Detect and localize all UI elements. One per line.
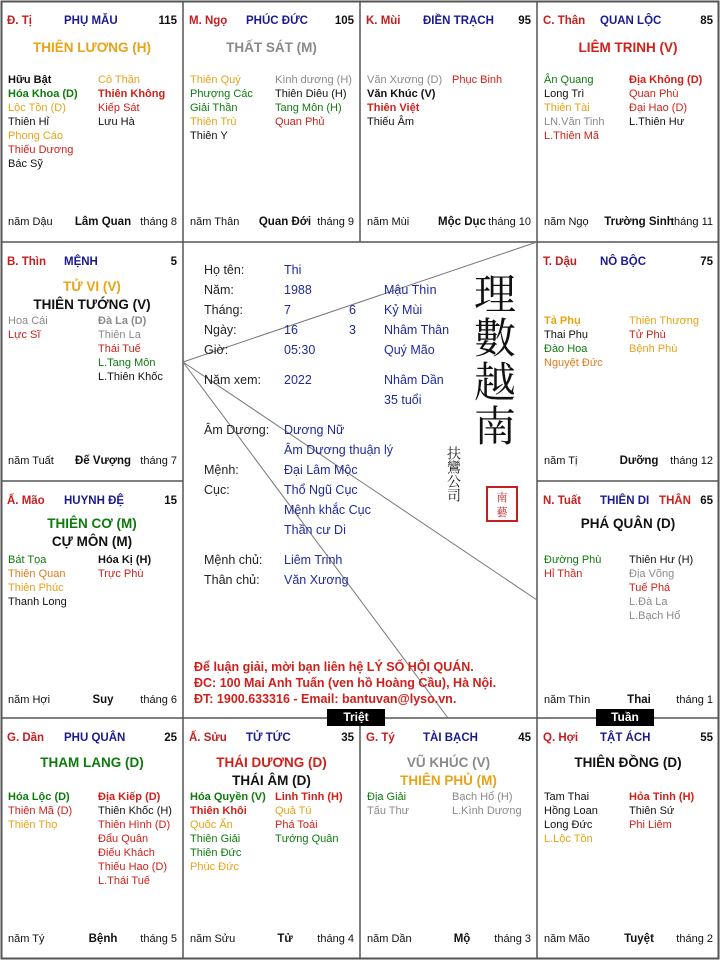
main-star: THÁI ÂM (D) — [232, 773, 311, 788]
right-stars — [452, 73, 502, 87]
minor-star: Thiên Việt — [367, 102, 420, 114]
palace-branch: G. Dần — [7, 732, 45, 744]
palace-name: PHỤ MẪU — [64, 15, 118, 27]
palace-mao — [1, 481, 183, 718]
minor-star: Long Trì — [544, 88, 585, 100]
palace-number: 55 — [700, 732, 713, 744]
main-stars — [537, 515, 719, 533]
palace-name: TẬT ÁCH — [600, 732, 651, 744]
palace-year: năm Sửu — [190, 933, 236, 945]
year-label: Năm: — [204, 283, 234, 297]
minor-star: Thiên Hình (D) — [98, 819, 171, 831]
contact-line-1: Để luận giải, mời bạn liên hệ LÝ SỐ HỘI QUÁN. — [194, 660, 474, 674]
menh-label: Mệnh: — [204, 463, 239, 477]
contact-phone-email: ĐT: 1900.633316 - Email: bantuvan@lyso.vn. — [194, 692, 457, 706]
minor-star: Phong Cáo — [8, 130, 64, 142]
palace-ti — [1, 1, 183, 242]
palace-branch: B. Thìn — [7, 256, 46, 268]
minor-star: Giải Thần — [190, 102, 238, 114]
palace-hoi — [537, 718, 719, 959]
menh-chu-label: Mệnh chủ: — [204, 553, 263, 567]
palace-header — [543, 732, 713, 746]
menh-value: Đại Lâm Mộc — [284, 463, 358, 477]
main-star: THAM LANG (D) — [40, 755, 144, 770]
left-stars — [544, 73, 605, 143]
palace-year: năm Ngọ — [544, 216, 589, 228]
minor-star: Văn Xương (D) — [367, 74, 443, 86]
palace-month: tháng 6 — [140, 694, 177, 706]
view-year-can: Nhâm Dần — [384, 373, 444, 387]
palace-month: tháng 10 — [488, 216, 531, 228]
minor-star: Địa Võng — [629, 568, 675, 580]
palace-phase: Đế Vượng — [74, 455, 132, 467]
main-stars — [360, 754, 537, 790]
month-solar: 7 — [284, 303, 291, 317]
palace-phase: Lâm Quan — [74, 216, 132, 228]
palace-month: tháng 1 — [676, 694, 713, 706]
minor-star: Bệnh Phù — [629, 343, 678, 355]
minor-star: L.Thiên Khốc — [98, 371, 163, 383]
palace-number: 115 — [158, 15, 177, 27]
minor-star: Địa Không (D) — [629, 74, 703, 86]
palace-header — [7, 15, 177, 29]
red-seal: 南 藝 — [486, 486, 518, 522]
main-star: THÁI DƯƠNG (D) — [216, 755, 327, 770]
month-can: Kỷ Mùi — [384, 303, 423, 317]
right-stars — [98, 73, 165, 129]
minor-star: Thiếu Âm — [367, 116, 415, 128]
minor-star: Lộc Tồn (D) — [8, 102, 66, 114]
palace-branch: M. Ngọ — [189, 15, 228, 27]
left-stars — [8, 553, 67, 609]
minor-star: Quan Phủ — [275, 116, 325, 128]
palace-tuat — [537, 481, 719, 718]
palace-number: 5 — [170, 256, 177, 268]
cuc-value: Thổ Ngũ Cục — [284, 483, 358, 497]
palace-number: 15 — [164, 495, 177, 507]
main-stars — [1, 754, 183, 772]
minor-star: Thiên Y — [190, 130, 228, 142]
month-label: Tháng: — [204, 303, 243, 317]
palace-branch: C. Thân — [543, 15, 586, 27]
cuc-note: Mệnh khắc Cục — [284, 503, 371, 517]
palace-phase: Thai — [627, 694, 651, 706]
palace-branch: Đ. Tị — [7, 15, 32, 27]
minor-star: L.Lộc Tồn — [544, 833, 593, 845]
palace-name: HUYNH ĐỆ — [64, 495, 125, 507]
main-stars — [1, 278, 183, 314]
right-stars — [275, 790, 343, 846]
palace-phase: Mộ — [453, 933, 471, 945]
name-label: Họ tên: — [204, 263, 245, 277]
minor-star: L.Thiên Hư — [629, 116, 685, 128]
palace-name: MỆNH — [64, 256, 98, 268]
left-stars — [367, 73, 442, 129]
year-value: 1988 — [284, 283, 312, 297]
palace-ngo — [183, 1, 360, 242]
minor-star: Quốc Ấn — [190, 819, 233, 831]
main-stars — [1, 515, 183, 551]
minor-star: Bát Tọa — [8, 554, 47, 566]
minor-star: Cô Thần — [98, 74, 140, 86]
palace-header — [543, 495, 713, 509]
minor-star: Địa Kiếp (D) — [98, 791, 161, 803]
left-stars — [367, 790, 409, 818]
minor-star: Thiên Giải — [190, 833, 241, 845]
palace-year: năm Dậu — [8, 216, 53, 228]
palace-name: ĐIỀN TRẠCH — [423, 15, 494, 27]
minor-star: Tử Phù — [629, 329, 666, 341]
left-stars — [544, 314, 603, 370]
minor-star: Tang Môn (H) — [275, 102, 342, 114]
main-stars — [537, 39, 719, 57]
palace-suu — [183, 718, 360, 959]
palace-branch: Ấ. Mão — [7, 495, 45, 507]
day-label: Ngày: — [204, 323, 237, 337]
minor-star: Văn Khúc (V) — [367, 88, 436, 100]
minor-star: Tả Phụ — [544, 315, 581, 327]
minor-star: Thiên Hư (H) — [629, 554, 694, 566]
minor-star: Kiếp Sát — [98, 102, 140, 114]
minor-star: Ân Quang — [544, 74, 594, 86]
minor-star: Trực Phù — [98, 568, 144, 580]
minor-star: L.Thái Tuế — [98, 875, 150, 887]
amduong-label: Âm Dương: — [204, 423, 270, 437]
calligraphy-small: 扶鸞公司 — [445, 446, 461, 502]
main-star: THIÊN TƯỚNG (V) — [33, 297, 151, 312]
minor-star: Phá Toái — [275, 819, 318, 831]
palace-header — [366, 732, 531, 746]
minor-star: Quan Phù — [629, 88, 679, 100]
palace-year: năm Mão — [544, 933, 590, 945]
palace-number: 85 — [700, 15, 713, 27]
day-lunar: 3 — [349, 323, 356, 337]
palace-name: PHU QUÂN — [64, 732, 126, 744]
main-stars — [537, 754, 719, 772]
palace-name: TỬ TỨC — [246, 732, 291, 744]
palace-phase: Mộc Dục — [438, 216, 486, 228]
minor-star: Thiên La — [98, 329, 141, 341]
minor-star: Thai Phụ — [544, 329, 589, 341]
right-stars — [275, 73, 352, 129]
palace-number: 95 — [518, 15, 531, 27]
than-marker: THÂN — [659, 495, 691, 507]
palace-name: NÔ BỘC — [600, 256, 646, 268]
minor-star: Đường Phù — [544, 554, 602, 566]
minor-star: Thiên Đức — [190, 847, 242, 859]
minor-star: Hồng Loan — [544, 805, 598, 817]
minor-star: L.Kình Dương — [452, 805, 522, 817]
minor-star: Thiên Khốc (H) — [98, 805, 172, 817]
palace-month: tháng 7 — [140, 455, 177, 467]
amduong-value: Dương Nữ — [284, 423, 345, 437]
palace-month: tháng 5 — [140, 933, 177, 945]
minor-star: Hóa Quyền (V) — [190, 791, 266, 803]
minor-star: Hóa Lộc (D) — [8, 791, 70, 803]
palace-phase: Tuyệt — [624, 933, 654, 945]
minor-star: Thái Tuế — [98, 343, 141, 355]
minor-star: Phục Binh — [452, 74, 503, 86]
minor-star: Tam Thai — [544, 791, 590, 803]
minor-star: Phượng Các — [190, 88, 253, 100]
month-lunar: 6 — [349, 303, 356, 317]
than-chu-label: Thân chủ: — [204, 573, 260, 587]
minor-star: Thiên Diêu (H) — [275, 88, 347, 100]
left-stars — [190, 73, 253, 143]
palace-name: TÀI BẠCH — [423, 732, 478, 744]
palace-year: năm Thân — [190, 216, 240, 228]
left-stars — [8, 790, 72, 832]
minor-star: Địa Giải — [367, 791, 407, 803]
than-chu-value: Văn Xương — [284, 573, 349, 587]
palace-header — [7, 256, 177, 270]
main-stars — [183, 754, 360, 790]
main-stars — [183, 39, 360, 57]
left-stars — [544, 553, 601, 581]
palace-month: tháng 4 — [317, 933, 354, 945]
left-stars — [544, 790, 598, 846]
palace-month: tháng 9 — [317, 216, 354, 228]
minor-star: Tấu Thư — [367, 805, 410, 817]
minor-star: Long Đức — [544, 819, 593, 831]
right-stars — [452, 790, 522, 818]
minor-star: Hỉ Thần — [544, 568, 583, 580]
palace-branch: N. Tuất — [543, 495, 582, 507]
main-stars — [1, 39, 183, 57]
palace-number: 75 — [700, 256, 713, 268]
palace-number: 25 — [164, 732, 177, 744]
minor-star: Bạch Hổ (H) — [452, 791, 513, 803]
amduong-note: Âm Dương thuận lý — [284, 443, 393, 457]
minor-star: L.Đà La — [629, 596, 668, 608]
minor-star: Tuế Phá — [629, 582, 671, 594]
minor-star: Lực Sĩ — [8, 329, 41, 341]
minor-star: LN.Văn Tinh — [544, 116, 605, 128]
palace-name: QUAN LỘC — [600, 15, 662, 27]
minor-star: Linh Tinh (H) — [275, 791, 343, 803]
palace-branch: K. Mùi — [366, 15, 401, 27]
palace-year: năm Tị — [544, 455, 578, 467]
palace-header — [543, 15, 713, 29]
minor-star: Thiên Không — [98, 88, 166, 100]
minor-star: Thiên Trù — [190, 116, 237, 128]
minor-star: Thiên Phúc — [8, 582, 64, 594]
name-value: Thi — [284, 263, 302, 277]
right-stars — [98, 790, 172, 888]
minor-star: Thiên Quan — [8, 568, 66, 580]
palace-month: tháng 12 — [670, 455, 713, 467]
day-solar: 16 — [284, 323, 298, 337]
palace-phase: Dưỡng — [619, 455, 659, 467]
day-can: Nhâm Thân — [384, 323, 450, 337]
right-stars — [98, 314, 163, 384]
right-stars — [629, 553, 693, 623]
main-star: CỰ MÔN (M) — [51, 534, 133, 549]
minor-star: Thiên Sứ — [629, 805, 675, 817]
palace-month: tháng 3 — [494, 933, 531, 945]
palace-name: THIÊN DI — [600, 495, 650, 507]
minor-star: Nguyệt Đức — [544, 357, 603, 369]
palace-year: năm Tý — [8, 933, 45, 945]
main-star: PHÁ QUÂN (D) — [580, 516, 676, 531]
palace-year: năm Tuất — [8, 455, 54, 467]
right-stars — [98, 553, 151, 581]
palace-branch: Ấ. Sửu — [189, 732, 227, 744]
palace-branch: G. Tý — [366, 732, 395, 744]
minor-star: L.Bạch Hổ — [629, 610, 681, 622]
minor-star: Thiên Thương — [629, 315, 700, 327]
minor-star: Hoa Cái — [8, 315, 48, 327]
palace-header — [189, 732, 354, 746]
palace-year: năm Thìn — [544, 694, 591, 706]
palace-number: 65 — [700, 495, 713, 507]
left-stars — [8, 314, 48, 342]
palace-year: năm Dần — [367, 933, 412, 945]
minor-star: Thiên Hỉ — [8, 116, 49, 128]
right-stars — [629, 790, 694, 832]
minor-star: Bác Sỹ — [8, 158, 43, 170]
palace-month: tháng 2 — [676, 933, 713, 945]
age-value: 35 tuổi — [384, 393, 422, 407]
main-star: TỬ VI (V) — [63, 279, 121, 294]
palace-phase: Bệnh — [88, 933, 118, 945]
year-can: Mậu Thìn — [384, 283, 437, 297]
palace-dan — [1, 718, 183, 959]
minor-star: Đại Hao (D) — [629, 102, 688, 114]
main-star: THIÊN LƯƠNG (H) — [33, 40, 151, 55]
palace-month: tháng 11 — [670, 216, 713, 228]
minor-star: Đà La (D) — [98, 315, 147, 327]
minor-star: L.Tang Môn — [98, 357, 156, 369]
palace-dau — [537, 242, 719, 481]
palace-month: tháng 8 — [140, 216, 177, 228]
palace-header — [366, 15, 531, 29]
minor-star: Thiếu Hao (D) — [98, 861, 168, 873]
palace-phase: Tử — [277, 933, 293, 945]
minor-star: L.Thiên Mã — [544, 130, 600, 142]
left-stars — [190, 790, 266, 874]
minor-star: Đào Hoa — [544, 343, 588, 355]
minor-star: Lưu Hà — [98, 116, 135, 128]
palace-mui — [360, 1, 537, 242]
palace-number: 35 — [341, 732, 354, 744]
minor-star: Tướng Quân — [275, 833, 339, 845]
contact-address: ĐC: 100 Mai Anh Tuấn (ven hồ Hoàng Cầu), Hà Nội. — [194, 676, 497, 690]
hour-can: Quý Mão — [384, 343, 435, 357]
tuan-marker: Tuần — [596, 709, 654, 726]
palace-header — [7, 732, 177, 746]
minor-star: Phi Liêm — [629, 819, 672, 831]
main-star: VŨ KHÚC (V) — [406, 755, 491, 770]
main-star: LIÊM TRINH (V) — [578, 40, 678, 55]
minor-star: Thiếu Dương — [8, 144, 74, 156]
minor-star: Điếu Khách — [98, 847, 155, 859]
minor-star: Đẩu Quân — [98, 833, 149, 845]
minor-star: Quả Tú — [275, 805, 312, 817]
palace-year: năm Hợi — [8, 694, 51, 706]
hour-label: Giờ: — [204, 343, 229, 357]
triet-marker: Triệt — [327, 709, 385, 726]
palace-header — [189, 15, 354, 29]
palace-header — [543, 256, 713, 270]
palace-phase: Quan Đới — [258, 216, 312, 228]
palace-branch: T. Dậu — [543, 256, 577, 268]
left-stars — [8, 73, 78, 171]
minor-star: Thiên Tài — [544, 102, 590, 114]
palace-ty — [360, 718, 537, 959]
palace-than — [537, 1, 719, 242]
palace-year: năm Mùi — [367, 216, 410, 228]
palace-number: 45 — [518, 732, 531, 744]
right-stars — [629, 73, 702, 129]
calligraphy-logo: 理數越南 — [468, 272, 517, 448]
hour-value: 05:30 — [284, 343, 316, 357]
minor-star: Hỏa Tinh (H) — [629, 791, 695, 803]
cuc-note-2: Thần cư Di — [284, 523, 346, 537]
minor-star: Thanh Long — [8, 596, 67, 608]
palace-phase: Suy — [92, 694, 114, 706]
minor-star: Thiên Khôi — [190, 805, 247, 817]
palace-thin — [1, 242, 183, 481]
cuc-label: Cục: — [204, 483, 230, 497]
palace-name: PHÚC ĐỨC — [246, 15, 308, 27]
view-year-value: 2022 — [284, 373, 312, 387]
main-star: THIÊN ĐỒNG (D) — [574, 755, 682, 770]
minor-star: Thiên Quý — [190, 74, 241, 86]
view-year-label: Năm xem: — [204, 373, 261, 387]
minor-star: Phúc Đức — [190, 861, 239, 873]
minor-star: Kình dương (H) — [275, 74, 352, 86]
minor-star: Hóa Khoa (D) — [8, 88, 78, 100]
minor-star: Hóa Kị (H) — [98, 554, 152, 566]
minor-star: Hữu Bật — [8, 74, 52, 86]
palace-number: 105 — [334, 15, 354, 27]
palace-branch: Q. Hợi — [543, 732, 579, 744]
main-star: THẤT SÁT (M) — [226, 40, 317, 55]
main-star: THIÊN PHỦ (M) — [400, 773, 497, 788]
minor-star: Thiên Mã (D) — [8, 805, 73, 817]
menh-chu-value: Liêm Trinh — [284, 553, 343, 567]
main-star: THIÊN CƠ (M) — [47, 516, 137, 531]
right-stars — [629, 314, 699, 356]
minor-star: Thiên Thọ — [8, 819, 58, 831]
palace-header — [7, 495, 177, 509]
palace-phase: Trường Sinh — [604, 216, 674, 228]
